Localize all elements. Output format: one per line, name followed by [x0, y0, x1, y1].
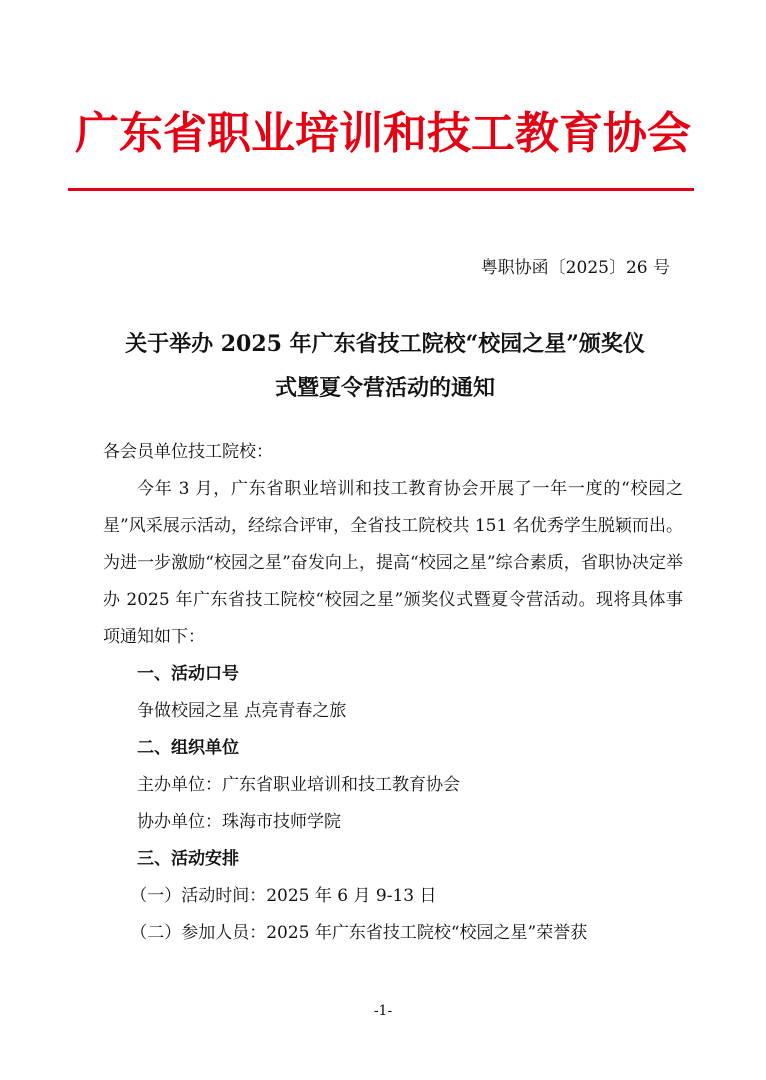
- page-number: -1-: [373, 1003, 393, 1019]
- section-2-heading: 二、组织单位: [137, 738, 239, 758]
- salutation: 各会员单位技工院校：: [103, 442, 273, 462]
- letterhead-red-rule: [68, 188, 694, 191]
- section-3-participants: （二）参加人员：2025 年广东省技工院校“校园之星”荣誉获: [130, 923, 588, 943]
- section-1-heading: 一、活动口号: [137, 664, 239, 684]
- section-3-heading: 三、活动安排: [137, 849, 239, 869]
- section-3-time: （一）活动时间：2025 年 6 月 9-13 日: [130, 886, 437, 906]
- document-number: 粤职协函〔2025〕26 号: [480, 258, 670, 278]
- intro-paragraph: 今年 3 月，广东省职业培训和技工教育协会开展了一年一度的“校园之星”风采展示活动，经综合评审，全省技工院校共 151 名优秀学生脱颖而出。为进一步激励“校园之星”奋发向上，提高“校园之星”综合素质，省职协决定举办 2025 年广东省技工院校“校园之星”颁奖仪式暨夏令营活动。现将具体事项通知如下：: [103, 479, 683, 647]
- document-body: [103, 434, 683, 952]
- document-title: [90, 322, 680, 410]
- letterhead-org-name: 广东省职业培训和技工教育协会: [75, 108, 691, 159]
- section-2-co-host: 协办单位：珠海市技师学院: [137, 812, 341, 832]
- document-title-line-1: 关于举办 2025 年广东省技工院校“校园之星”颁奖仪: [125, 331, 645, 357]
- section-2-host: 主办单位：广东省职业培训和技工教育协会: [137, 775, 460, 795]
- document-title-line-2: 式暨夏令营活动的通知: [274, 375, 495, 401]
- section-1-slogan: 争做校园之星 点亮青春之旅: [137, 701, 347, 721]
